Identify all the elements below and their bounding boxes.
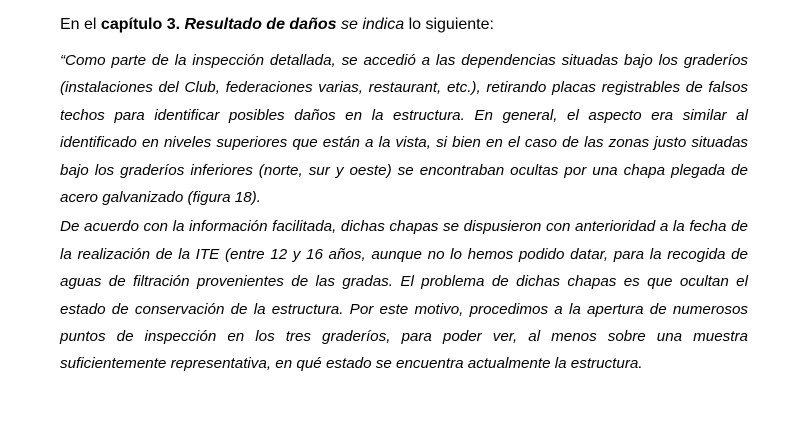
chapter-title: Resultado de daños bbox=[184, 16, 337, 33]
chapter-label: capítulo 3. bbox=[100, 16, 181, 33]
quote-paragraph-2: De acuerdo con la información facilitada, dichas chapas se dispusieron con anterioridad a la fecha de la realización de la ITE (entre 12 y 16 años, aunque no lo hemos podido datar, para la recogida de aguas de filtración provenientes de las gradas. El problema de dichas chapas es que ocultan el estado de conservación de la estructura. Por este motivo, procedimos a la apertura de numerosos puntos de inspección en los tres graderíos, para poder ver, al menos sobre una muestra suficientemente representativa, en qué estado se encuentra actualmente la estructura. bbox=[60, 218, 748, 373]
intro-line bbox=[60, 12, 748, 38]
intro-lead: En el bbox=[60, 16, 101, 33]
intro-tail: lo siguiente: bbox=[404, 16, 494, 33]
intro-connector: se indica bbox=[336, 16, 405, 33]
quote-paragraph-1: “Como parte de la inspección detallada, se accedió a las dependencias situadas bajo los graderíos (instalaciones del Club, federaciones varias, restaurant, etc.), retirando placas registrables de falsos techos para identificar posibles daños en la estructura. En general, el aspecto era similar al identificado en niveles superiores que están a la vista, si bien en el caso de las zonas justo situadas bajo los graderíos inferiores (norte, sur y oeste) se encontraban ocultas por una chapa plegada de acero galvanizado (figura 18). bbox=[60, 52, 748, 207]
document-page bbox=[60, 12, 748, 380]
